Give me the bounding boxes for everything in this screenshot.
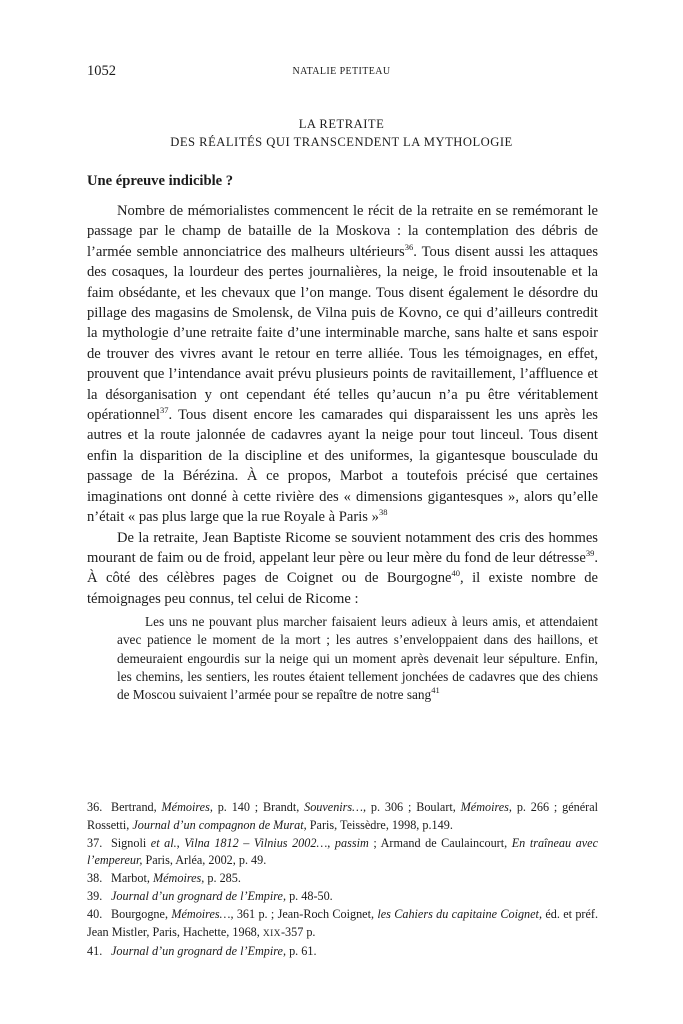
footnote-39: 39. Journal d’un grognard de l’Empire, p. 48-50. <box>87 888 598 906</box>
footnote-ref-37: 37 <box>159 405 169 416</box>
footnote-number: 39. <box>87 888 103 903</box>
footnote-40: 40. Bourgogne, Mémoires…, 361 p. ; Jean-Roch Coignet, les Cahiers du capitaine Coignet, éd. et préf. Jean Mistler, Paris, Hachette, 1968, XIX-357 p. <box>87 906 598 939</box>
section-titles <box>87 115 596 151</box>
block-quote-text: Les uns ne pouvant plus marcher faisaient leurs adieux à leurs amis, et attendaient avec patience le moment de la mort ; les autres s’enveloppaient dans des haillons, et demeuraient engourdis sur la neige qui un moment après devenait leur sépulture. Enfin, les chemins, les sentiers, les routes étaient tellement jonchées de cadavres que des chiens de Moscou suivaient l’armée pour se repaître de notre sang <box>117 614 598 702</box>
footnote-38: 38. Marbot, Mémoires, p. 285. <box>87 870 598 888</box>
footnote-number: 36. <box>87 800 103 814</box>
footnote-37: 37. Signoli et al., Vilna 1812 – Vilnius 2002…, passim ; Armand de Caulaincourt, En traîneau avec l’empereur, Paris, Arléa, 2002, p. 49. <box>87 835 598 868</box>
paragraph-2-part-b: . À côté des célèbres pages de Coignet ou de Bourgogne <box>87 549 598 587</box>
paragraph-2-part-a: De la retraite, Jean Baptiste Ricome se souvient notamment des cris des hommes mourant de faim ou de froid, appelant leur père ou leur mère du fond de leur détresse <box>87 529 598 566</box>
footnote-ref-41: 41 <box>431 684 440 695</box>
footnote-number: 37. <box>87 835 103 850</box>
footnote-41: 41. Journal d’un grognard de l’Empire, p. 61. <box>87 943 598 961</box>
paragraph-2 <box>87 528 598 610</box>
running-head <box>87 63 596 83</box>
footnote-number: 38. <box>87 871 103 886</box>
running-title-author: NATALIE PETITEAU <box>292 66 391 77</box>
footnote-ref-36: 36 <box>404 241 414 252</box>
paragraph-1-part-c: . Tous disent encore les camarades qui disparaissent les uns après les autres et la route jalonnée de cadavres ayant la neige pour tout linceul. Tous disent enfin la disparition de la discipline et des uniformes, la gigantesque bousculade du passage de la Bérézina. À ce propos, Marbot a toutefois précisé que certaines imaginations ont donné à cette rivière des « dimensions gigantesques », alors qu’elle n’était « pas plus large que la rue Royale à Paris » <box>87 407 598 526</box>
page-number: 1052 <box>87 63 116 79</box>
body-text <box>87 201 598 704</box>
footnotes <box>87 799 598 961</box>
footnote-ref-38: 38 <box>378 507 388 518</box>
paragraph-1 <box>87 201 598 528</box>
footnote-36: 36. Bertrand, Mémoires, p. 140 ; Brandt, Souvenirs…, p. 306 ; Boulart, Mémoires, p. 266 ; général Rossetti, Journal d’un compagnon de Murat, Paris, Teissèdre, 1998, p.149. <box>87 800 598 832</box>
subheading: Une épreuve indicible ? <box>87 173 234 189</box>
section-title: LA RETRAITE <box>298 117 385 131</box>
footnote-number: 41. <box>87 944 103 959</box>
paragraph-2-part-c: , il existe nombre de témoignages peu connus, tel celui de Ricome : <box>87 570 599 607</box>
block-quote <box>117 613 598 704</box>
footnote-ref-39: 39 <box>585 547 595 558</box>
footnote-number: 40. <box>87 906 103 921</box>
paragraph-1-part-a: Nombre de mémorialistes commencent le récit de la retraite en se remémorant le passage par le champ de bataille de la Moskova : la contemplation des débris de l’armée semble annonciatrice des malheurs ultérieurs <box>87 203 598 260</box>
section-subtitle: DES RÉALITÉS QUI TRANSCENDENT LA MYTHOLOGIE <box>170 135 513 149</box>
footnote-ref-40: 40 <box>451 568 460 579</box>
paragraph-1-part-b: . Tous disent aussi les attaques des cosaques, la lourdeur des pertes journalières, la neige, le froid insoutenable et la faim obsédante, et les chevaux que l’on mange. Tous disent également le désordre du pillage des magasins de Smolensk, de Vilna puis de Kovno, ce qui d’ailleurs contredit la mythologie d’une retraite faite d’une interminable marche, sans halte et sans espoir de trouver des vivres avant le retour en terre alliée. Tous les témoignages, en effet, prouvent que l’intendance avait prévu plusieurs points de ravitaillement, l’affluence et la désorganisation y ont cependant été telles qu’aucun n’a pu être véritablement opérationnel <box>87 243 599 424</box>
